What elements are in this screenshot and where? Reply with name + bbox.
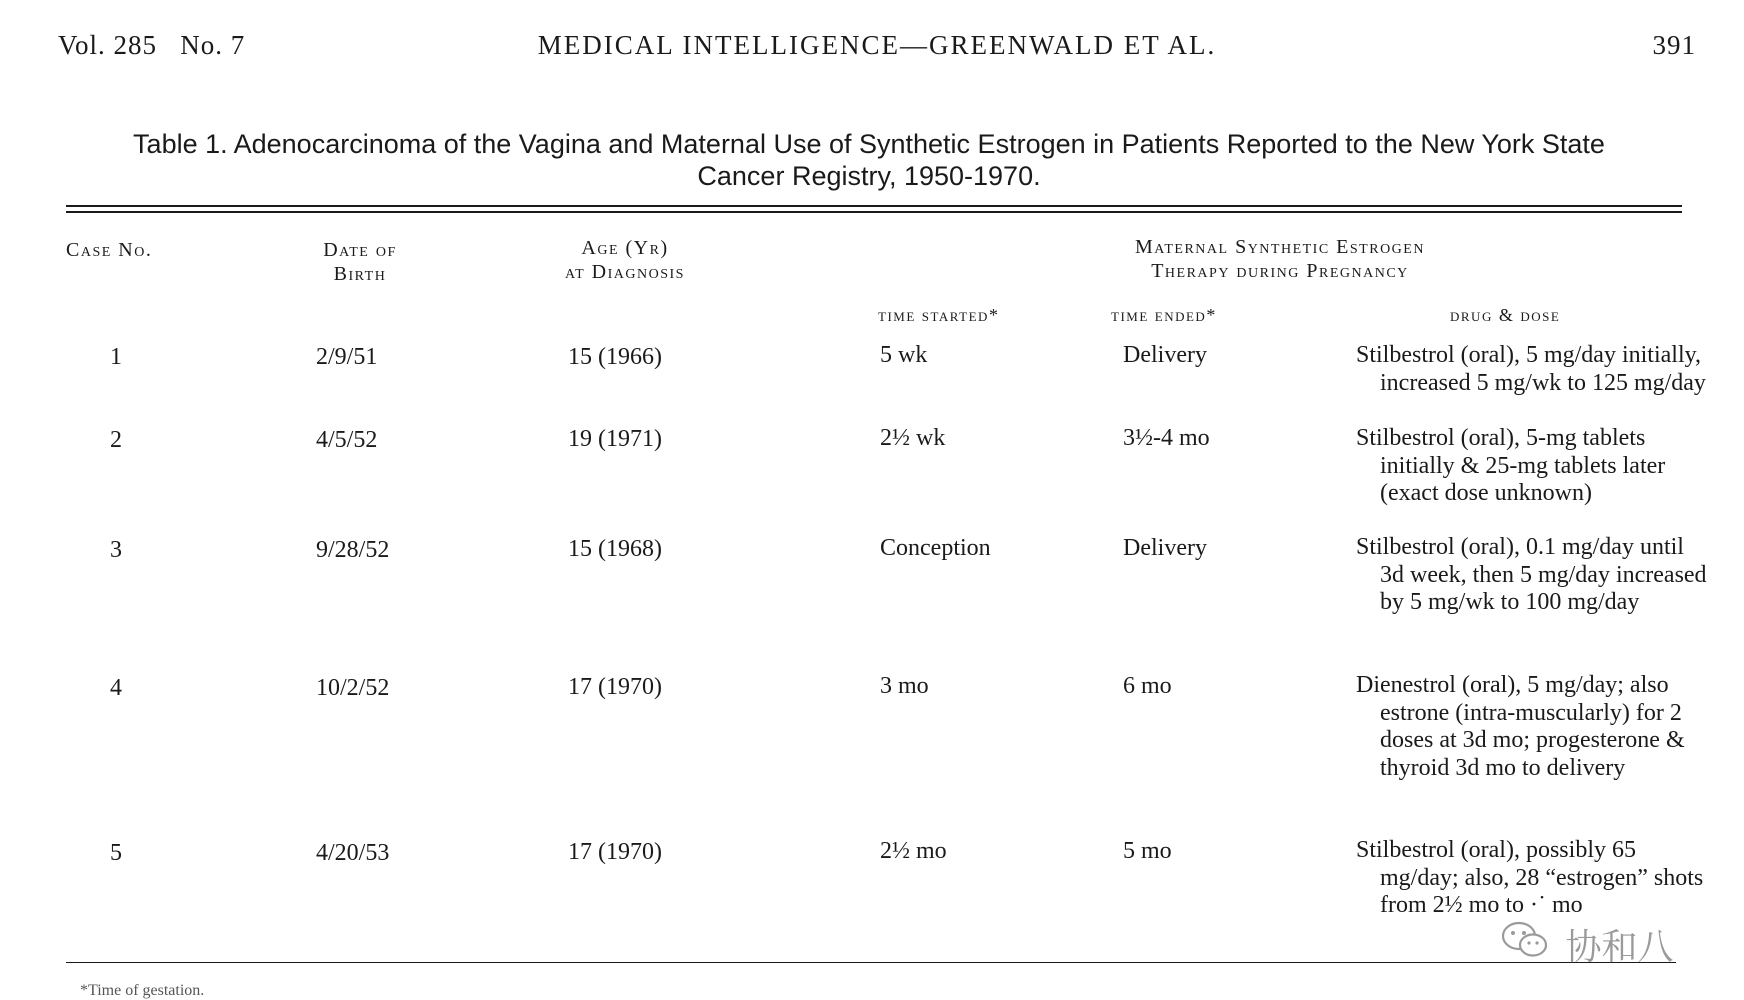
watermark-text: 协和八: [1565, 927, 1674, 968]
subheader-time-started: time started*: [878, 305, 1000, 325]
page-number: 391: [1652, 30, 1696, 60]
case-number: 2: [110, 427, 122, 453]
time-started: 5 wk: [880, 342, 928, 368]
time-started: 2½ mo: [880, 838, 947, 864]
time-ended: 3½-4 mo: [1123, 425, 1210, 451]
drug-dose: Stilbestrol (oral), possibly 65 mg/day; also, 28 “estrogen” shots from 2½ mo to ·˙ mo: [1356, 837, 1704, 918]
subheader-drug-dose: drug & dose: [1450, 305, 1561, 325]
watermark: [1500, 918, 1700, 974]
subheader-time-ended: time ended*: [1111, 305, 1217, 325]
time-ended: 6 mo: [1123, 673, 1172, 699]
time-ended: 5 mo: [1123, 838, 1172, 864]
running-head: [58, 30, 1696, 70]
date-of-birth: 4/20/53: [316, 840, 390, 866]
header-date-of-birth: Date of Birth: [323, 239, 397, 285]
case-number: 3: [110, 537, 122, 563]
age-at-diagnosis: 17 (1970): [568, 674, 662, 700]
volume-issue: Vol. 285 No. 7: [58, 30, 246, 60]
table-caption: [58, 128, 1680, 192]
case-number: 1: [110, 344, 122, 370]
date-of-birth: 2/9/51: [316, 344, 378, 370]
time-ended: Delivery: [1123, 342, 1207, 368]
case-number: 5: [110, 840, 122, 866]
header-age-at-diagnosis: Age (Yr) at Diagnosis: [565, 237, 685, 283]
time-started: 3 mo: [880, 673, 929, 699]
age-at-diagnosis: 15 (1968): [568, 536, 662, 562]
age-at-diagnosis: 17 (1970): [568, 839, 662, 865]
table-caption-line-1: Table 1. Adenocarcinoma of the Vagina and Maternal Use of Synthetic Estrogen in Patients Reported to the New York State: [133, 129, 1605, 159]
drug-dose: Dienestrol (oral), 5 mg/day; also estrone (intra-muscularly) for 2 doses at 3d mo; progesterone & thyroid 3d mo to delivery: [1356, 672, 1685, 781]
section-title: MEDICAL INTELLIGENCE—GREENWALD ET AL.: [537, 30, 1217, 60]
drug-dose: Stilbestrol (oral), 5 mg/day initially, increased 5 mg/wk to 125 mg/day: [1356, 342, 1706, 396]
date-of-birth: 10/2/52: [316, 675, 390, 701]
age-at-diagnosis: 15 (1966): [568, 344, 662, 370]
date-of-birth: 4/5/52: [316, 427, 378, 453]
drug-dose: Stilbestrol (oral), 0.1 mg/day until 3d week, then 5 mg/day increased by 5 mg/wk to 100 mg/day: [1356, 534, 1707, 615]
age-at-diagnosis: 19 (1971): [568, 426, 662, 452]
wechat-icon: [1500, 918, 1550, 971]
table-caption-line-2: Cancer Registry, 1950-1970.: [697, 161, 1041, 191]
date-of-birth: 9/28/52: [316, 537, 390, 563]
top-rule: [66, 205, 1682, 207]
case-number: 4: [110, 675, 122, 701]
time-started: 2½ wk: [880, 425, 946, 451]
header-case-no: Case No.: [66, 239, 153, 261]
top-rule-double: [66, 211, 1682, 213]
drug-dose: Stilbestrol (oral), 5-mg tablets initially & 25-mg tablets later (exact dose unknown): [1356, 425, 1666, 506]
header-maternal-therapy: Maternal Synthetic Estrogen Therapy during Pregnancy: [1135, 236, 1425, 282]
table-footnote: *Time of gestation.: [80, 982, 205, 999]
bottom-rule: [66, 962, 1676, 963]
time-ended: Delivery: [1123, 535, 1207, 561]
time-started: Conception: [880, 535, 991, 561]
